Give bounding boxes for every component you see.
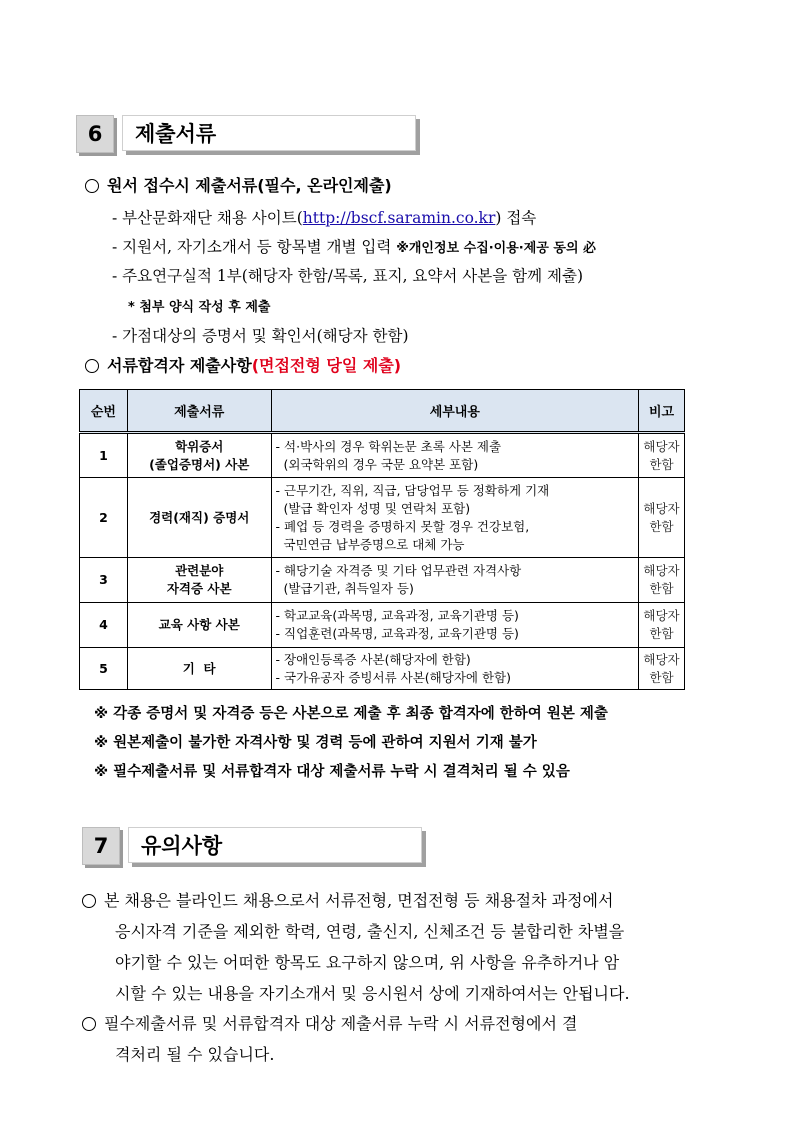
required-docs-heading: 원서 접수시 제출서류(필수, 온라인제출) — [85, 175, 392, 197]
row-note: 해당자 한함 — [639, 648, 685, 690]
passers-heading: 서류합격자 제출사항(면접전형 당일 제출) — [85, 355, 401, 377]
row-detail: - 학교교육(과목명, 교육과정, 교육기관명 등) - 직업훈련(과목명, 교육과정, 교육기관명 등) — [271, 603, 639, 648]
section-number: 7 — [82, 827, 120, 865]
row-note: 해당자 한함 — [639, 558, 685, 603]
table-row — [80, 433, 685, 478]
row-detail: - 근무기간, 직위, 직급, 담당업무 등 정확하게 기재 (발급 확인자 성명 및 연락처 포함) - 폐업 등 경력을 증명하지 못할 경우 건강보험, 국민연금 납부증명으로 대체 가능 — [271, 478, 639, 558]
row-note: 해당자 한함 — [639, 433, 685, 478]
circle-bullet-icon — [85, 359, 99, 373]
row-detail: - 장애인등록증 사본(해당자에 한함) - 국가유공자 증빙서류 사본(해당자에 한함) — [271, 648, 639, 690]
row-no: 2 — [80, 478, 128, 558]
row-detail: - 해당기술 자격증 및 기타 업무관련 자격사항 (발급기관, 취득일자 등) — [271, 558, 639, 603]
required-item-2: - 지원서, 자기소개서 등 항목별 개별 입력 ※개인정보 수집·이용·제공 동의 必 — [112, 238, 597, 256]
row-no: 5 — [80, 648, 128, 690]
table-header-row — [80, 390, 685, 433]
required-item-3: - 주요연구실적 1부(해당자 한함/목록, 표지, 요약서 사본을 함께 제출) — [112, 267, 583, 285]
section-title: 유의사항 — [128, 827, 422, 863]
table-row — [80, 603, 685, 648]
required-item-3-note: * 첨부 양식 작성 후 제출 — [128, 300, 271, 315]
privacy-consent-note: ※개인정보 수집·이용·제공 동의 必 — [396, 241, 597, 256]
row-note: 해당자 한함 — [639, 478, 685, 558]
row-doc: 학위증서 (졸업증명서) 사본 — [127, 433, 271, 478]
required-item-1: - 부산문화재단 채용 사이트(http://bscf.saramin.co.kr) 접속 — [112, 209, 537, 227]
circle-bullet-icon — [85, 179, 99, 193]
row-note: 해당자 한함 — [639, 603, 685, 648]
table-row — [80, 478, 685, 558]
col-header-note: 비고 — [639, 390, 685, 433]
circle-bullet-icon — [82, 1017, 96, 1031]
section-number: 6 — [76, 115, 114, 153]
row-doc: 관련분야 자격증 사본 — [127, 558, 271, 603]
row-no: 4 — [80, 603, 128, 648]
row-no: 3 — [80, 558, 128, 603]
circle-bullet-icon — [82, 894, 96, 908]
note-original-submission: ※ 각종 증명서 및 자격증 등은 사본으로 제출 후 최종 합격자에 한하여 원본 제출 — [94, 706, 608, 722]
section-title: 제출서류 — [122, 115, 416, 151]
table-row — [80, 648, 685, 690]
row-doc: 교육 사항 사본 — [127, 603, 271, 648]
note-disqualification: ※ 필수제출서류 및 서류합격자 대상 제출서류 누락 시 결격처리 될 수 있음 — [94, 764, 570, 780]
row-no: 1 — [80, 433, 128, 478]
col-header-doc: 제출서류 — [127, 390, 271, 433]
documents-table — [79, 389, 685, 690]
row-doc: 경력(재직) 증명서 — [127, 478, 271, 558]
row-doc: 기 타 — [127, 648, 271, 690]
col-header-no: 순번 — [80, 390, 128, 433]
row-detail: - 석·박사의 경우 학위논문 초록 사본 제출 (외국학위의 경우 국문 요약본 포함) — [271, 433, 639, 478]
note-no-original: ※ 원본제출이 불가한 자격사항 및 경력 등에 관하여 지원서 기재 불가 — [94, 735, 537, 751]
table-row — [80, 558, 685, 603]
caution-blind-hiring: 본 채용은 블라인드 채용으로서 서류전형, 면접전형 등 채용절차 과정에서 응시자격 기준을 제외한 학력, 연령, 출신지, 신체조건 등 불합리한 차별을 야기할 수 있는 어떠한 항목도 요구하지 않으며, 위 사항을 유추하거나 암 시할 수 있는 내용을 자기소개서 및 응시원서 상에 기재하여서는 안됩니다. — [82, 885, 722, 1009]
recruit-site-link[interactable]: http://bscf.saramin.co.kr — [302, 209, 496, 227]
caution-missing-docs: 필수제출서류 및 서류합격자 대상 제출서류 누락 시 서류전형에서 결 격처리 될 수 있습니다. — [82, 1008, 722, 1070]
required-item-4: - 가점대상의 증명서 및 확인서(해당자 한함) — [112, 327, 409, 345]
col-header-detail: 세부내용 — [271, 390, 639, 433]
